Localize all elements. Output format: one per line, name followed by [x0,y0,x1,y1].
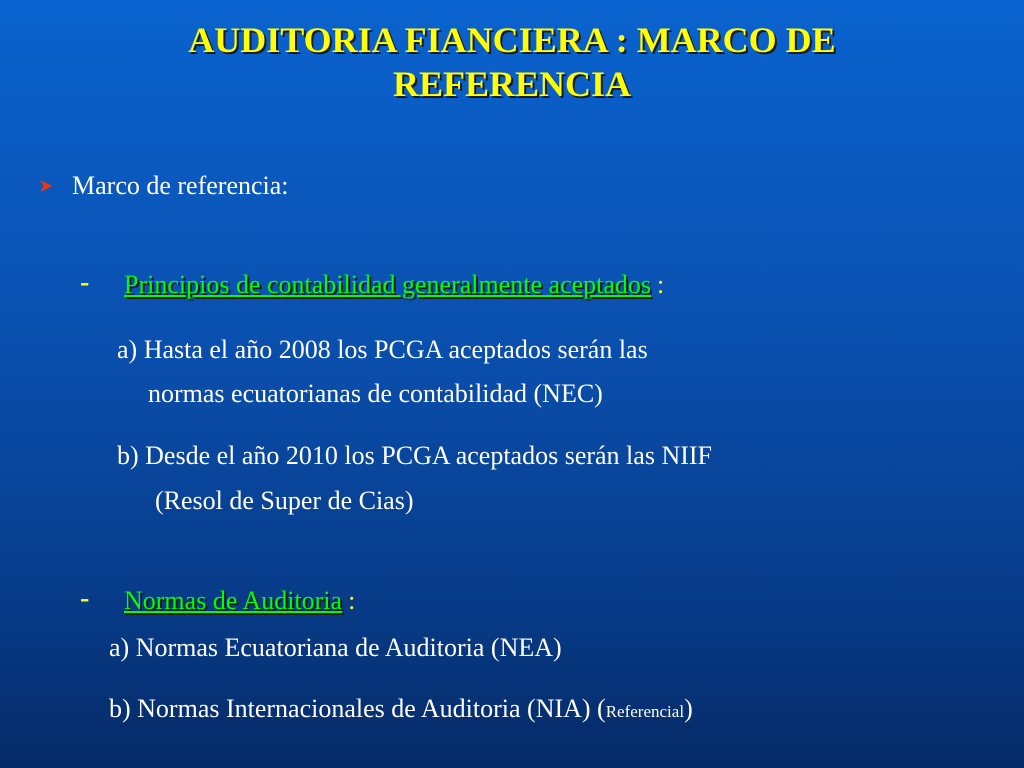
section2-item-b-main: b) Normas Internacionales de Auditoria (NIA) ( [109,694,606,723]
section1-item-a-line1: a) Hasta el año 2008 los PCGA aceptados serán las [117,335,648,364]
section1-item-b-line1: b) Desde el año 2010 los PCGA aceptados serán las NIIF [117,441,712,470]
section2-dash: - [80,583,90,614]
slide-title [0,18,1024,106]
section2-item-b-close: ) [684,694,693,723]
slide-title-line-2: REFERENCIA [392,64,632,104]
section1-heading [124,270,664,300]
section1-dash: - [80,267,90,298]
section1-item-a-line2: normas ecuatorianas de contabilidad (NEC) [148,379,603,408]
section2-heading-text: Normas de Auditoria [124,586,343,615]
section2-heading [124,586,355,616]
section1-heading-text: Principios de contabilidad generalmente aceptados [124,270,652,299]
bullet-text: Marco de referencia: [72,171,289,200]
arrowhead-bullet-icon [38,178,54,194]
section1-heading-colon: : [657,270,665,299]
section2-item-b [109,694,693,727]
section2-item-a: a) Normas Ecuatoriana de Auditoria (NEA) [109,633,562,662]
slide-title-line-1: AUDITORIA FIANCIERA : MARCO DE [188,20,836,60]
section2-item-b-small: Referencial [605,702,685,721]
section1-item-b-line2: (Resol de Super de Cias) [155,486,414,515]
section2-heading-colon: : [348,586,356,615]
